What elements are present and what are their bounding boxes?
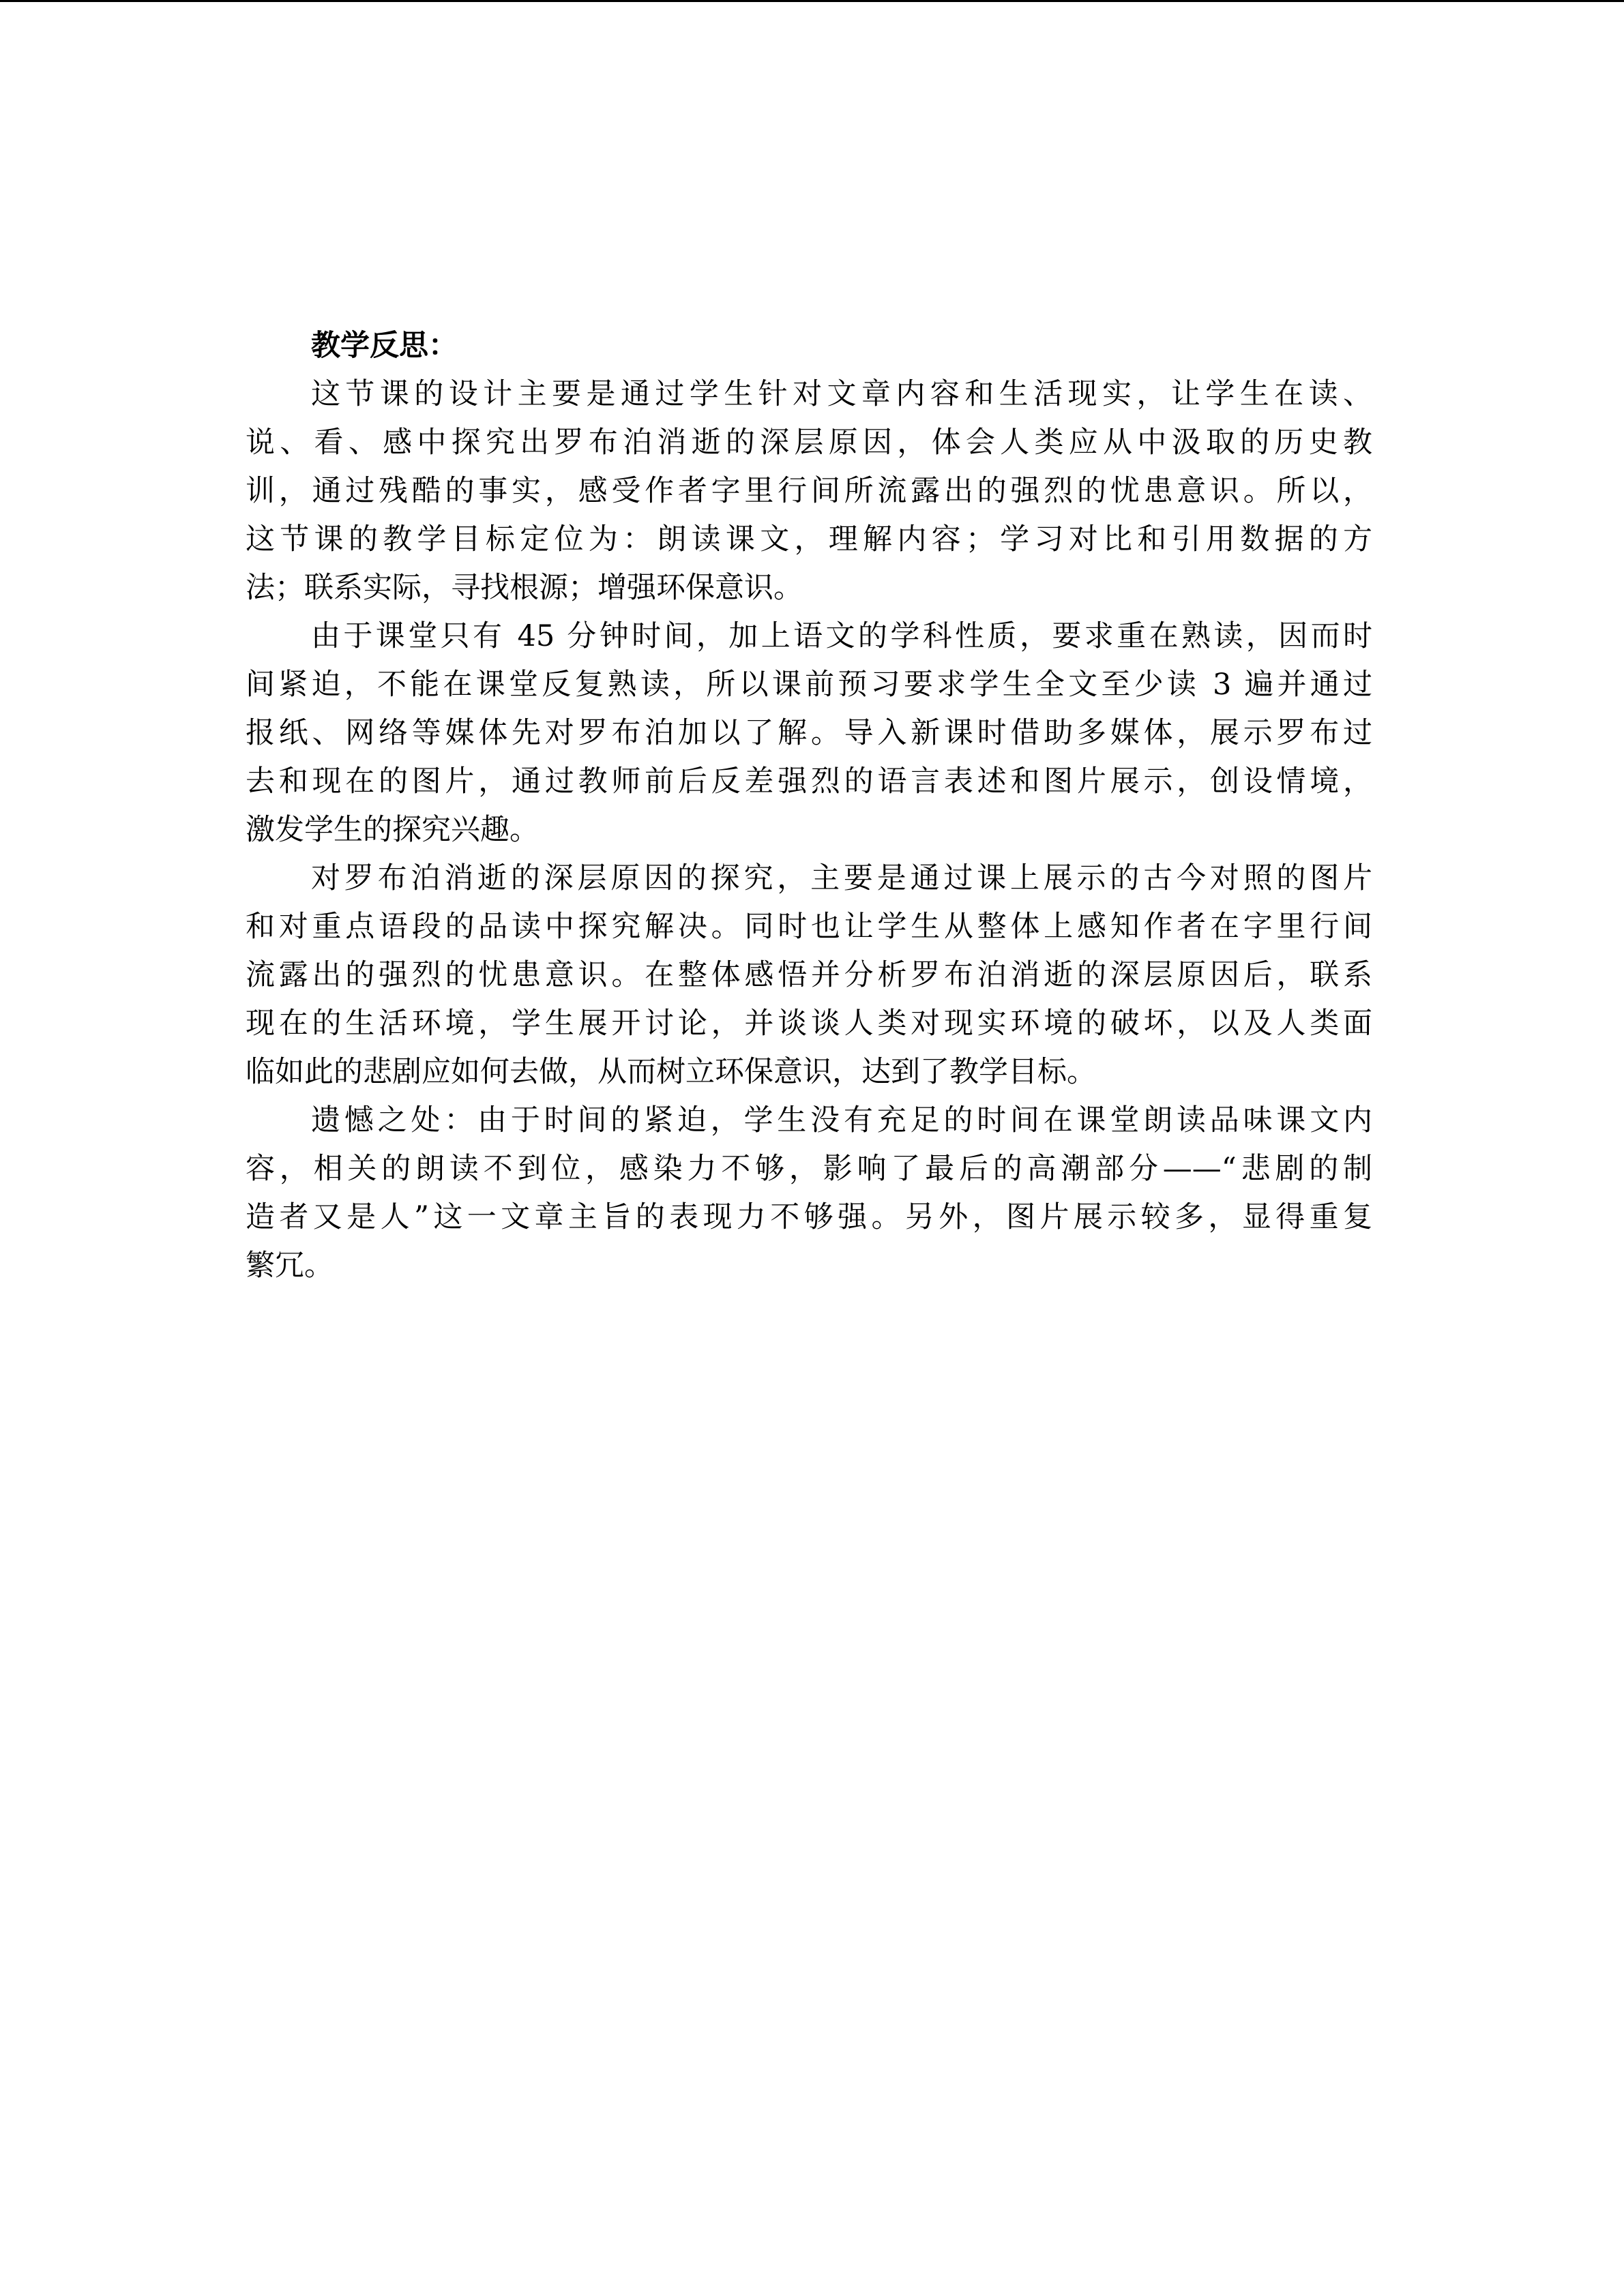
paragraph-line: 遗憾之处：由于时间的紧迫，学生没有充足的时间在课堂朗读品味课文内	[311, 1103, 1372, 1137]
paragraph-line: 激发学生的探究兴趣。	[246, 813, 539, 847]
paragraph-line: 由于课堂只有 45 分钟时间，加上语文的学科性质，要求重在熟读，因而时	[311, 619, 1372, 653]
paragraph-line: 说、看、感中探究出罗布泊消逝的深层原因，体会人类应从中汲取的历史教	[246, 426, 1372, 460]
paragraph-4	[246, 1097, 1372, 1290]
paragraph-line: 训，通过残酷的事实，感受作者字里行间所流露出的强烈的忧患意识。所以，	[246, 474, 1372, 508]
paragraph-line: 这节课的教学目标定位为：朗读课文，理解内容；学习对比和引用数据的方	[246, 522, 1372, 556]
paragraph-line: 临如此的悲剧应如何去做，从而树立环保意识，达到了教学目标。	[246, 1055, 1096, 1089]
paragraph-line: 报纸、网络等媒体先对罗布泊加以了解。导入新课时借助多媒体，展示罗布过	[246, 716, 1372, 750]
paragraph-line: 间紧迫，不能在课堂反复熟读，所以课前预习要求学生全文至少读 3 遍并通过	[246, 668, 1372, 702]
document-body	[246, 322, 1372, 1290]
paragraph-line: 去和现在的图片，通过教师前后反差强烈的语言表述和图片展示，创设情境，	[246, 764, 1372, 799]
paragraph-line: 流露出的强烈的忧患意识。在整体感悟并分析罗布泊消逝的深层原因后，联系	[246, 958, 1372, 992]
paragraph-line: 繁冗。	[246, 1249, 334, 1283]
paragraph-line: 容，相关的朗读不到位，感染力不够，影响了最后的高潮部分——“悲剧的制	[246, 1152, 1372, 1186]
paragraph-2	[246, 612, 1372, 854]
page-top-border	[0, 0, 1624, 2]
section-heading: 教学反思：	[311, 329, 458, 363]
paragraph-1	[246, 370, 1372, 612]
paragraph-line: 和对重点语段的品读中探究解决。同时也让学生从整体上感知作者在字里行间	[246, 910, 1372, 944]
paragraph-3	[246, 854, 1372, 1097]
paragraph-line: 对罗布泊消逝的深层原因的探究，主要是通过课上展示的古今对照的图片	[311, 861, 1372, 895]
paragraph-line: 造者又是人”这一文章主旨的表现力不够强。另外，图片展示较多，显得重复	[246, 1200, 1372, 1234]
paragraph-line: 这节课的设计主要是通过学生针对文章内容和生活现实，让学生在读、	[311, 377, 1372, 411]
paragraph-line: 现在的生活环境，学生展开讨论，并谈谈人类对现实环境的破坏，以及人类面	[246, 1007, 1372, 1041]
paragraph-line: 法；联系实际，寻找根源；增强环保意识。	[246, 571, 803, 605]
